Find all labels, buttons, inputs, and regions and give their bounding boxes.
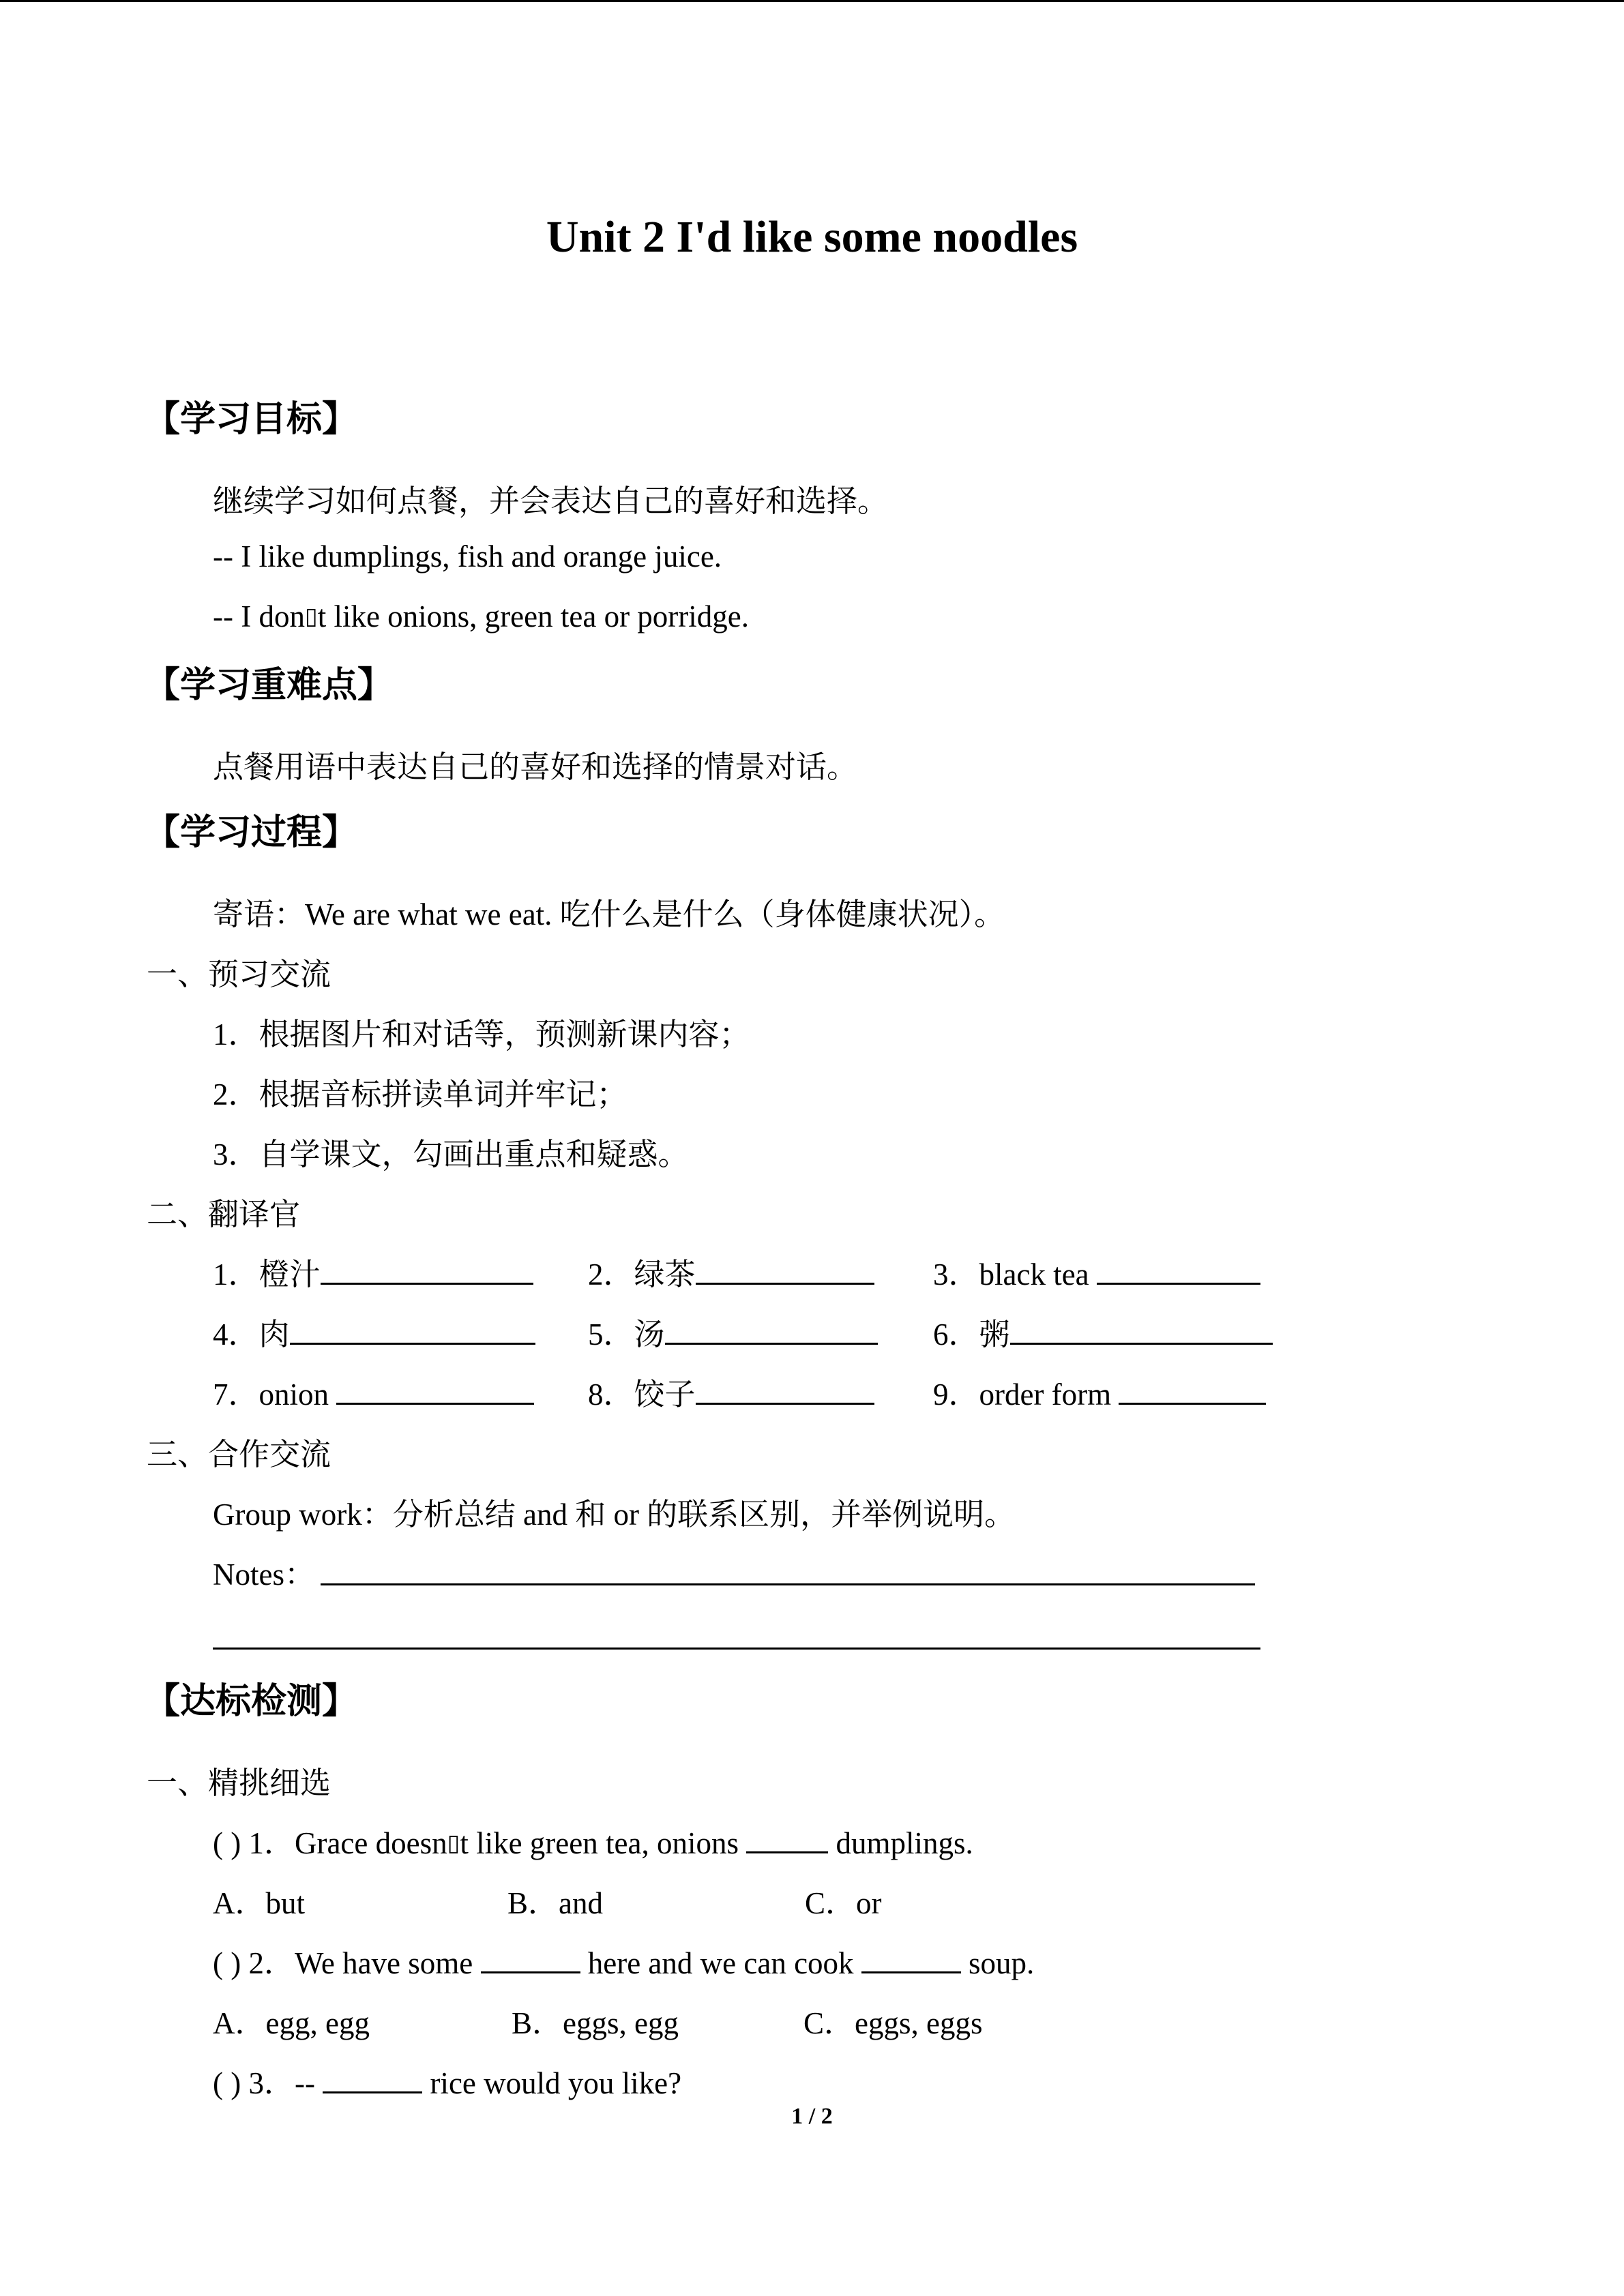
question-1-part-a: ( ) 1．Grace doesn [213, 1826, 447, 1860]
question-2-part-a: ( ) 2．We have some [213, 1946, 481, 1980]
question-3-part-a: ( ) 3．-- [213, 2066, 323, 2100]
question-2-blank-2[interactable] [861, 1944, 961, 1973]
group-work-text: Group work：分析总结 and 和 or 的联系区别，并举例说明。 [213, 1497, 1016, 1532]
translate-blank-5[interactable] [665, 1315, 878, 1345]
translate-item-9-label: 9．order form [933, 1377, 1119, 1412]
part1-item-2: 2．根据音标拼读单词并牢记； [213, 1077, 628, 1112]
translate-blank-4[interactable] [290, 1315, 535, 1345]
missing-glyph-icon: ▯ [447, 1830, 460, 1857]
translate-blank-7[interactable] [336, 1375, 534, 1405]
translate-blank-9[interactable] [1119, 1375, 1266, 1405]
translate-item-2 [588, 1249, 874, 1294]
section-goals-heading: 【学习目标】 [145, 399, 358, 440]
translate-item-4 [213, 1309, 535, 1354]
key-points-line-1: 点餐用语中表达自己的喜好和选择的情景对话。 [213, 750, 858, 784]
question-3 [213, 2058, 681, 2102]
goals-line-2: -- I like dumplings, fish and orange juice. [213, 539, 722, 573]
question-2-part-c: soup. [960, 1946, 1035, 1980]
question-2-option-a[interactable]: A．egg, egg [213, 2006, 370, 2040]
missing-glyph-icon: ▯ [304, 603, 318, 630]
notes-line-2[interactable] [213, 1648, 1260, 1650]
translate-item-3-label: 3．black tea [933, 1257, 1097, 1292]
goals-line-3-part-a: -- I don [213, 599, 305, 633]
translate-item-8 [588, 1369, 874, 1414]
translate-item-4-label: 4．肉 [213, 1317, 290, 1352]
question-1-option-b[interactable]: B．and [507, 1886, 603, 1920]
question-1-option-a[interactable]: A．but [213, 1886, 306, 1920]
translate-item-5 [588, 1309, 878, 1354]
question-1-option-c[interactable]: C．or [805, 1886, 882, 1920]
page-title: Unit 2 I'd like some noodles [546, 212, 1078, 262]
goals-line-1: 继续学习如何点餐，并会表达自己的喜好和选择。 [213, 484, 889, 518]
translate-item-3 [933, 1249, 1260, 1294]
question-1 [213, 1818, 973, 1862]
test-part1-heading: 一、精挑细选 [147, 1766, 331, 1800]
question-2-part-b: here and we can cook [580, 1946, 861, 1980]
part1-heading: 一、预习交流 [147, 957, 331, 992]
notes-label: Notes： [213, 1557, 315, 1592]
question-2 [213, 1938, 1034, 1982]
translate-item-1 [213, 1249, 533, 1294]
top-border [0, 0, 1624, 2]
translate-item-5-label: 5．汤 [588, 1317, 665, 1352]
notes-line-1[interactable] [321, 1583, 1255, 1585]
section-key-points-heading: 【学习重难点】 [145, 665, 394, 706]
translate-item-1-label: 1．橙汁 [213, 1257, 321, 1292]
goals-line-3-part-b: t like onions, green tea or porridge. [317, 599, 749, 633]
goals-line-3 [213, 599, 749, 634]
question-1-part-b: t like green tea, onions [460, 1826, 747, 1860]
translate-item-6 [933, 1309, 1273, 1354]
section-process-heading: 【学习过程】 [145, 812, 358, 853]
translate-item-6-label: 6．粥 [933, 1317, 1010, 1352]
question-1-blank[interactable] [746, 1824, 828, 1853]
process-motto: 寄语：We are what we eat. 吃什么是什么（身体健康状况）。 [213, 897, 1005, 931]
question-2-option-c[interactable]: C．eggs, eggs [803, 2006, 983, 2040]
translate-blank-8[interactable] [696, 1375, 874, 1405]
part2-heading: 二、翻译官 [147, 1197, 301, 1232]
translate-item-2-label: 2．绿茶 [588, 1257, 696, 1292]
section-test-heading: 【达标检测】 [145, 1681, 358, 1722]
translate-blank-2[interactable] [696, 1255, 874, 1285]
question-3-part-b: rice would you like? [422, 2066, 682, 2100]
translate-blank-6[interactable] [1010, 1315, 1273, 1345]
translate-blank-1[interactable] [321, 1255, 533, 1285]
question-2-option-b[interactable]: B．eggs, egg [512, 2006, 679, 2040]
question-1-part-c: dumplings. [828, 1826, 973, 1860]
part3-heading: 三、合作交流 [147, 1437, 331, 1472]
translate-blank-3[interactable] [1097, 1255, 1260, 1285]
page-number: 1 / 2 [791, 2104, 833, 2129]
question-3-blank[interactable] [323, 2064, 422, 2093]
part1-item-3: 3．自学课文，勾画出重点和疑惑。 [213, 1137, 689, 1172]
question-2-blank-1[interactable] [481, 1944, 580, 1973]
translate-item-7 [213, 1369, 534, 1414]
translate-item-7-label: 7．onion [213, 1377, 337, 1412]
translate-item-8-label: 8．饺子 [588, 1377, 696, 1412]
translate-item-9 [933, 1369, 1266, 1414]
part1-item-1: 1．根据图片和对话等，预测新课内容； [213, 1017, 750, 1052]
